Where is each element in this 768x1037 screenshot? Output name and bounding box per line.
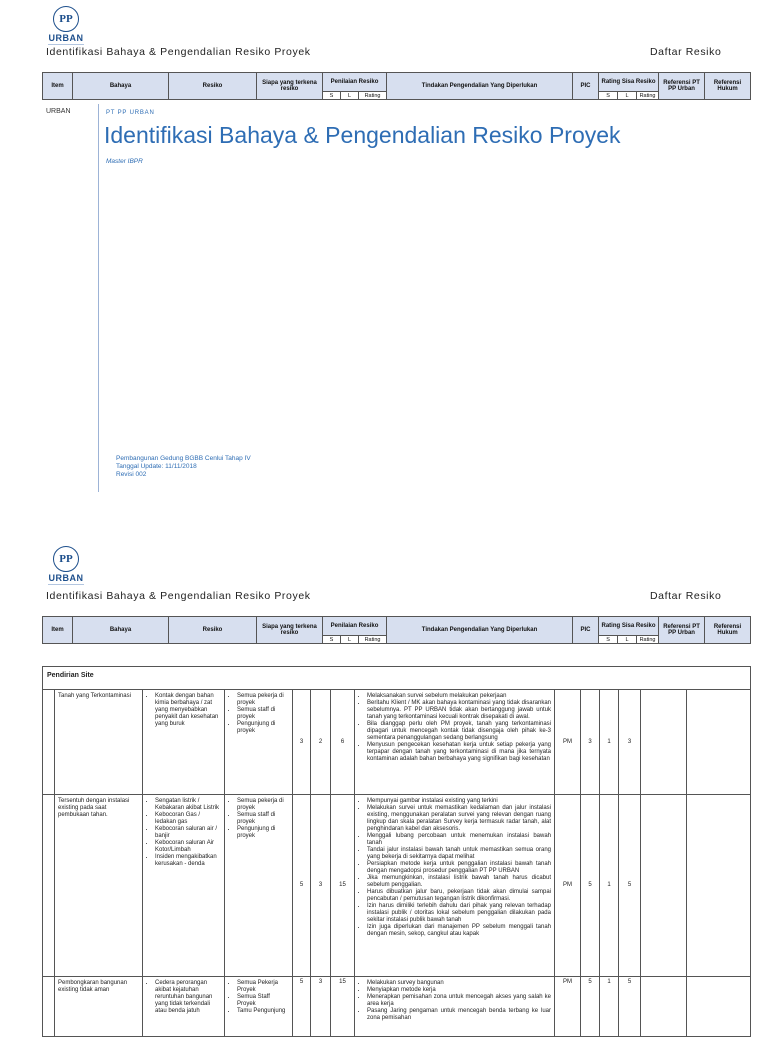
logo-underline-2 [48, 584, 84, 585]
sub-sisa-l: L [618, 92, 637, 100]
cover-title: Identifikasi Bahaya & Pengendalian Resiko Proyek [104, 122, 621, 148]
siapa-cell [225, 690, 293, 795]
col-tindakan: Tindakan Pengendalian Yang Diperlukan [387, 617, 573, 644]
tindakan-item: • Izin harus dimiliki terlebih dahulu dari pihak yang relevan terhadap instalasi publik / otoritas lokal sebelum penggalian dilakukan pada sekitar instalasi publik bawah tanah [367, 903, 551, 924]
cover-item-label: URBAN [46, 108, 71, 115]
sub-rating: Rating [359, 636, 387, 644]
col-bahaya: Bahaya [73, 73, 169, 100]
residual-rating-value: 3 [619, 690, 641, 795]
col-rating-sisa: Rating Sisa Resiko [599, 617, 659, 636]
bahaya-cell: Pembongkaran bangunan existing tidak aman [55, 977, 143, 1037]
ref-hukum-cell [687, 795, 751, 977]
column-header-table-2 [42, 616, 751, 644]
col-bahaya: Bahaya [73, 617, 169, 644]
col-item: Item [43, 617, 73, 644]
col-siapa: Siapa yang terkena resiko [257, 617, 323, 644]
item-cell [43, 690, 55, 795]
ref-hukum-cell [687, 690, 751, 795]
siapa-item: • Semua pekerja di proyek [237, 693, 289, 707]
sub-sisa-l: L [618, 636, 637, 644]
logo-brand-2: URBAN [48, 573, 84, 583]
tindakan-cell [355, 977, 555, 1037]
siapa-cell [225, 977, 293, 1037]
tindakan-item: • Melaksanakan survei sebelum melakukan pekerjaan [367, 693, 551, 700]
siapa-item: • Pengunjung di proyek [237, 721, 289, 735]
col-pic: PIC [573, 73, 599, 100]
col-pic: PIC [573, 617, 599, 644]
tindakan-item: • Menerapkan pemisahan zona untuk mencegah akses yang salah ke area kerja [367, 994, 551, 1008]
cover-revision: Revisi 002 [116, 471, 147, 478]
document-type-label: Daftar Resiko [650, 46, 722, 58]
document-title-2: Identifikasi Bahaya & Pengendalian Resiko Proyek [46, 590, 311, 602]
tindakan-item: • Persiapkan metode kerja untuk penggalian instalasi bawah tanah dengan mengadopsi prosedur penggalian PT PP URBAN [367, 861, 551, 875]
col-resiko: Resiko [169, 617, 257, 644]
residual-s-value: 5 [581, 795, 600, 977]
siapa-item: • Semua pekerja di proyek [237, 798, 289, 812]
sub-sisa-rating: Rating [637, 92, 659, 100]
pic-value: PM [555, 795, 581, 977]
rating-value: 15 [331, 795, 355, 977]
tindakan-item: • Izin juga diperlukan dari manajemen PP sebelum menggali tanah dengan mesin, sekop, cangkul atau kapak [367, 924, 551, 938]
tindakan-item: • Mempunyai gambar instalasi existing yang terkini [367, 798, 551, 805]
table-row [43, 977, 751, 1037]
pp-urban-logo-2 [44, 546, 88, 585]
col-ref-pp: Referensi PT PP Urban [659, 617, 705, 644]
residual-l-value: 1 [600, 690, 619, 795]
resiko-cell [143, 690, 225, 795]
rating-value: 15 [331, 977, 355, 1037]
resiko-item: • Cedera perorangan akibat kejatuhan reruntuhan bangunan yang tidak terkendali atau benda jatuh [155, 980, 221, 1015]
siapa-item: • Pengunjung di proyek [237, 826, 289, 840]
col-ref-pp: Referensi PT PP Urban [659, 73, 705, 100]
sub-sisa-s: S [599, 636, 618, 644]
col-resiko: Resiko [169, 73, 257, 100]
tindakan-item: • Tandai jalur instalasi bawah tanah untuk memastikan semua orang yang bekerja di sekitarnya dapat melihat [367, 847, 551, 861]
ref-hukum-cell [687, 977, 751, 1037]
siapa-item: • Semua staff di proyek [237, 707, 289, 721]
residual-rating-value: 5 [619, 795, 641, 977]
resiko-cell [143, 795, 225, 977]
resiko-item: • Insiden mengakibatkan kerusakan - denda [155, 854, 221, 868]
tindakan-cell [355, 690, 555, 795]
resiko-cell [143, 977, 225, 1037]
bahaya-cell: Tersentuh dengan instalasi existing pada saat pembukaan tahan. [55, 795, 143, 977]
section-header: Pendirian Site [43, 667, 751, 690]
ref-pp-cell [641, 795, 687, 977]
tindakan-item: • Jika memungkinkan, instalasi listrik bawah tanah harus dicabut sebelum penggalian. [367, 875, 551, 889]
ref-pp-cell [641, 690, 687, 795]
col-ref-hukum: Referensi Hukum [705, 73, 751, 100]
resiko-item: • Kebocoran saluran Air Kotor/Limbah [155, 840, 221, 854]
rating-value: 6 [331, 690, 355, 795]
siapa-item: • Semua staff di proyek [237, 812, 289, 826]
residual-rating-value: 5 [619, 977, 641, 1037]
col-penilaian: Penilaian Resiko [323, 73, 387, 92]
col-penilaian: Penilaian Resiko [323, 617, 387, 636]
col-rating-sisa: Rating Sisa Resiko [599, 73, 659, 92]
pic-value: PM [555, 977, 581, 1037]
col-tindakan: Tindakan Pengendalian Yang Diperlukan [387, 73, 573, 100]
bahaya-cell: Tanah yang Terkontaminasi [55, 690, 143, 795]
sub-l: L [341, 92, 359, 100]
tindakan-item: • Harus dibuatkan jalur baru, pekerjaan tidak akan dimulai sampai pencabutan / pemutusan tegangan listrik dikonfirmasi. [367, 889, 551, 903]
sub-s: S [323, 636, 341, 644]
col-item: Item [43, 73, 73, 100]
risk-register-table [42, 666, 751, 1037]
tindakan-item: • Pasang Jaring pengaman untuk mencegah benda terbang ke luar zona pemisahan [367, 1008, 551, 1022]
resiko-item: • Sengatan listrik / Kebakaran akibat Listrik [155, 798, 221, 812]
tindakan-item: • Menyusun pengecekan kesehatan kerja untuk setiap pekerja yang terpapar dengan tanah yang terkontaminasi di mana jika ternyata kontaminan adalah bahan berbahaya yang signifikan bagi kesehatan [367, 742, 551, 763]
tindakan-item: • Bila dianggap perlu oleh PM proyek, tanah yang terkontaminasi dipagari untuk mencegah kontak tidak disengaja oleh pihak ke-3 sementara penanggulangan sedang berlangsung [367, 721, 551, 742]
residual-s-value: 3 [581, 690, 600, 795]
sub-sisa-rating: Rating [637, 636, 659, 644]
siapa-cell [225, 795, 293, 977]
table-row [43, 795, 751, 977]
cover-project-name: Pembangunan Gedung BGBB Cenlui Tahap IV [116, 455, 251, 462]
document-type-label-2: Daftar Resiko [650, 590, 722, 602]
item-cell [43, 977, 55, 1037]
cover-company: PT PP URBAN [106, 110, 155, 116]
l-value: 3 [311, 795, 331, 977]
col-siapa: Siapa yang terkena resiko [257, 73, 323, 100]
sub-sisa-s: S [599, 92, 618, 100]
cover-update-date: Tanggal Update: 11/11/2018 [116, 463, 197, 470]
resiko-item: • Kontak dengan bahan kimia berbahaya / zat yang menyebabkan penyakit dan kesehatan yang buruk [155, 693, 221, 728]
l-value: 2 [311, 690, 331, 795]
sub-s: S [323, 92, 341, 100]
sub-rating: Rating [359, 92, 387, 100]
tindakan-cell [355, 795, 555, 977]
table-row [43, 690, 751, 795]
siapa-item: • Tamu Pengunjung [237, 1008, 289, 1015]
logo-brand: URBAN [48, 33, 84, 43]
s-value: 5 [293, 795, 311, 977]
pic-value: PM [555, 690, 581, 795]
sub-l: L [341, 636, 359, 644]
l-value: 3 [311, 977, 331, 1037]
logo-mark-2: PP [53, 546, 79, 572]
col-ref-hukum: Referensi Hukum [705, 617, 751, 644]
residual-l-value: 1 [600, 795, 619, 977]
document-title: Identifikasi Bahaya & Pengendalian Resiko Proyek [46, 46, 311, 58]
logo-mark: PP [53, 6, 79, 32]
s-value: 5 [293, 977, 311, 1037]
tindakan-item: • Menyiapkan metode kerja [367, 987, 551, 994]
tindakan-item: • Menggali lubang percobaan untuk menemukan instalasi bawah tanah [367, 833, 551, 847]
tindakan-item: • Melakukan survey bangunan [367, 980, 551, 987]
siapa-item: • Semua Pekerja Proyek [237, 980, 289, 994]
residual-s-value: 5 [581, 977, 600, 1037]
siapa-item: • Semua Staff Proyek [237, 994, 289, 1008]
ref-pp-cell [641, 977, 687, 1037]
cover-subtitle: Master IBPR [106, 158, 143, 165]
residual-l-value: 1 [600, 977, 619, 1037]
resiko-item: • Kebocoran saluran air / banjir [155, 826, 221, 840]
tindakan-item: • Melakukan survei untuk memastikan kedalaman dan jalur instalasi existing, menggunakan peralatan survei yang relevan dengan ruang lingkup dan skala peralatan Survey kerja termasuk radar tanah, alat penghindaran kabel dan aksesoris. [367, 805, 551, 833]
item-cell [43, 795, 55, 977]
s-value: 3 [293, 690, 311, 795]
resiko-item: • Kebocoran Gas / ledakan gas [155, 812, 221, 826]
tindakan-item: • Beritahu Klient / MK akan bahaya kontaminasi yang tidak disarankan sebelumnya. PT PP URBAN tidak akan bertanggung jawab untuk tanah yang terkontaminasi kecuali kontrak disepakati di awal. [367, 700, 551, 721]
